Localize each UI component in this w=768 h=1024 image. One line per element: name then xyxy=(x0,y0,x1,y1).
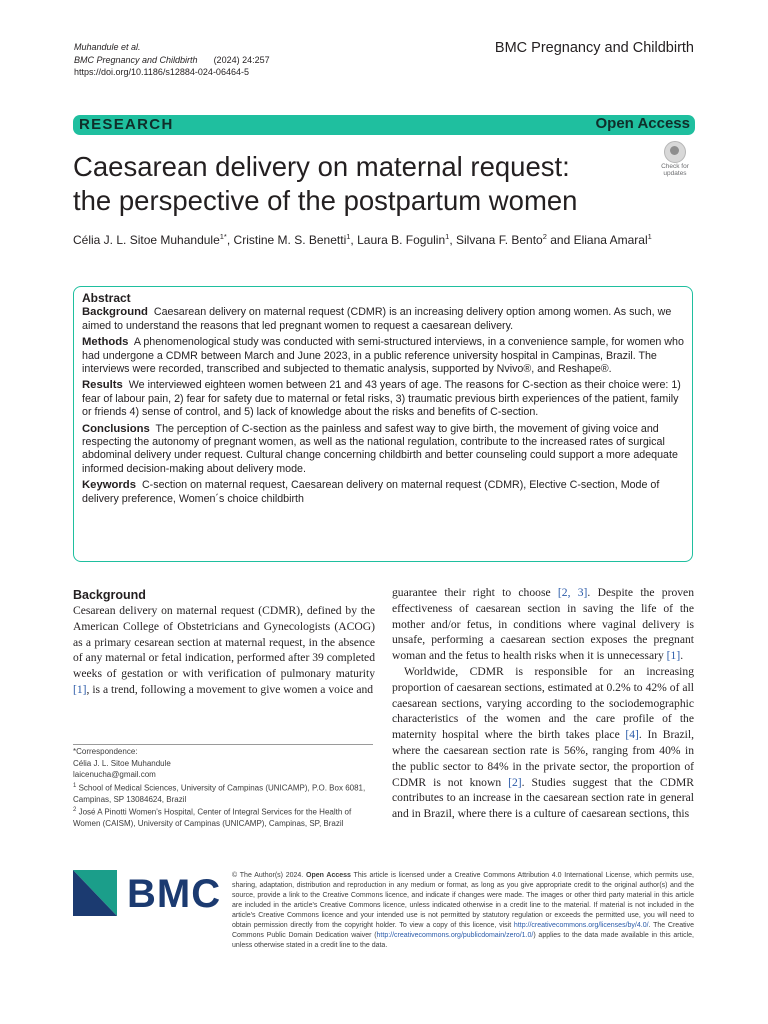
article-title-line2: the perspective of the postpartum women xyxy=(73,185,578,216)
public-domain-link[interactable]: http://creativecommons.org/publicdomain/zero/1.0/ xyxy=(376,932,534,939)
journal-name: BMC Pregnancy and Childbirth xyxy=(494,40,694,56)
header-doi-link[interactable]: https://doi.org/10.1186/s12884-024-06464-5 xyxy=(74,67,249,77)
bmc-logo xyxy=(73,870,223,916)
open-access-label: Open Access xyxy=(595,115,690,132)
body-paragraph: Cesarean delivery on maternal request (CDMR), defined by the American College of Obstetricians and Gynecologists (ACOG) as a primary cesarean section at maternal request, in the absence of any maternal or fetal indication, performed after 39 completed weeks of gestation or with verification of pulmonary maturity [1], is a trend, following a movement to give women a voice and xyxy=(73,604,375,696)
author-name[interactable]: Célia J. L. Sitoe Muhandule xyxy=(73,233,220,247)
author-name[interactable]: Eliana Amaral xyxy=(573,233,648,247)
article-type-label: RESEARCH xyxy=(79,116,174,133)
abstract-conclusions: Conclusions The perception of C-section as the painless and safest way to give birth, the movement of giving voice and respecting the autonomy of pregnant women, as well as the national regulation, contribute to the increased rates of surgical abdominal delivery under request. Cultural change concerning childbirth and better counseling could support a more adequate informed decision-making about delivery mode. xyxy=(82,422,678,475)
article-title-line1: Caesarean delivery on maternal request: xyxy=(73,151,570,182)
abstract-keywords: Keywords C-section on maternal request, Caesarean delivery on maternal request (CDMR), Elective C-section, Mode of delivery preference, Women´s choice childbirth xyxy=(82,479,660,505)
header-citation: BMC Pregnancy and Childbirth (2024) 24:257 xyxy=(74,54,270,65)
affiliation-2: $^2$ José A Pinotti Women's Hospital, Center of Integral Services for the Health of Women (CAISM), University of Campinas (UNICAMP), Campinas, SP, Brazil xyxy=(73,807,352,829)
citation-link[interactable]: [1] xyxy=(73,682,87,696)
abstract-box xyxy=(73,286,693,562)
body-left-column xyxy=(73,587,375,698)
author-list: Célia J. L. Sitoe Muhandule$^{1*}$, Cristine M. S. Benetti$^1$, Laura B. Fogulin$^1$, Silvana F. Bento$^2$ and Eliana Amaral$^1$ xyxy=(73,232,652,247)
bmc-logo-icon xyxy=(73,870,117,916)
bmc-logo-text: BMC xyxy=(127,872,222,916)
citation-link[interactable]: [1] xyxy=(666,649,681,663)
check-for-updates-label: Check for updates xyxy=(661,163,689,177)
body-right-column xyxy=(392,585,694,822)
correspondence-email-link[interactable]: laicenucha@gmail.com xyxy=(73,770,156,779)
check-for-updates-icon xyxy=(664,141,686,163)
check-for-updates-button[interactable] xyxy=(654,141,696,179)
author-name[interactable]: Silvana F. Bento xyxy=(456,233,543,247)
citation-link[interactable]: [2, 3] xyxy=(557,586,588,599)
abstract-heading: Abstract xyxy=(82,291,131,305)
abstract-background: Background Caesarean delivery on maternal request (CDMR) is an increasing delivery option among women. As such, we aimed to understand the reasons that led pregnant women to request a caesarean delivery. xyxy=(82,306,672,332)
citation-link[interactable]: [2] xyxy=(508,775,522,789)
article-header-meta xyxy=(74,41,270,79)
abstract-results: Results We interviewed eighteen women between 21 and 43 years of age. The reasons for C-section as their choice were: 1) fear of labour pain, 2) fear for safety due to maternal or fetal risks, 3) traumatic previous birth experiences of the patient, family or friends 4) sense of control, and 5) lack of knowledge about the risks and benefits of C-section. xyxy=(82,379,681,419)
correspondence-label: *Correspondence: xyxy=(73,747,138,756)
citation-link[interactable]: [4] xyxy=(625,728,639,742)
correspondence-name: Célia J. L. Sitoe Muhandule xyxy=(73,758,171,768)
author-name[interactable]: Laura B. Fogulin xyxy=(357,233,446,247)
correspondence-footnote xyxy=(73,744,373,830)
author-name[interactable]: Cristine M. S. Benetti xyxy=(233,233,347,247)
body-paragraph: Worldwide, CDMR is responsible for an increasing proportion of caesarean sections, estimated at 0.2% to 42% of all caesarean sections, varying according to the sociodemographic characteristics of the women and the care profile of the maternity hospital where the birth takes place [4]. In Brazil, where the caesarean section rate is 56%, ranging from 40% in the public sector to 84% in the private sector, the proportion of CDMR is not known [2]. Studies suggest that the CDMR contributes to an increase in the caesarean section rate in general and in Brazil, where there is a culture of caesarean sections, this xyxy=(392,664,694,821)
article-type-band xyxy=(73,115,695,135)
body-paragraph: guarantee their right to choose [2, 3]. Despite the proven effectiveness of caesarean section in saving the life of the mother and/or fetus, in conditions where vaginal delivery is unsafe, performing a caesarean section exposes the pregnant woman and the fetus to health risks when it is unnecessary [1]. xyxy=(392,586,694,663)
license-statement: © The Author(s) 2024. Open Access This article is licensed under a Creative Commons Attribution 4.0 International License, which permits use, sharing, adaptation, distribution and reproduction in any medium or format, as long as you give appropriate credit to the original author(s) and the source, provide a link to the Creative Commons licence, and indicate if changes were made. The images or other third party material in this article are included in the article's Creative Commons licence, unless indicated otherwise in a credit line to the material. If material is not included in the article's Creative Commons licence and your intended use is not permitted by statutory regulation or exceeds the permitted use, you will need to obtain permission directly from the copyright holder. To view a copy of this licence, visit http://creativecommons.org/licenses/by/4.0/. The Creative Commons Public Domain Dedication waiver (http://creativecommons.org/publicdomain/zero/1.0/) applies to the data made available in this article, unless otherwise stated in a credit line to the data. xyxy=(232,872,694,949)
license-link[interactable]: http://creativecommons.org/licenses/by/4.0/ xyxy=(513,922,649,929)
article-title xyxy=(73,150,653,218)
section-heading-background: Background xyxy=(73,588,146,602)
abstract-methods: Methods A phenomenological study was conducted with semi-structured interviews, in a convenience sample, for women who had undergone a CDMR between March and June 2023, in a public reference university hospital in Campinas, Brazil. The interviews were recorded, transcribed and subjected to thematic analysis, supported by Nvivo®, and Reshape®. xyxy=(82,336,684,376)
header-authors: Muhandule et al. xyxy=(74,42,141,52)
affiliation-1: $^1$ School of Medical Sciences, University of Campinas (UNICAMP), P.O. Box 6081, Campinas, SP 13084624, Brazil xyxy=(73,782,366,804)
